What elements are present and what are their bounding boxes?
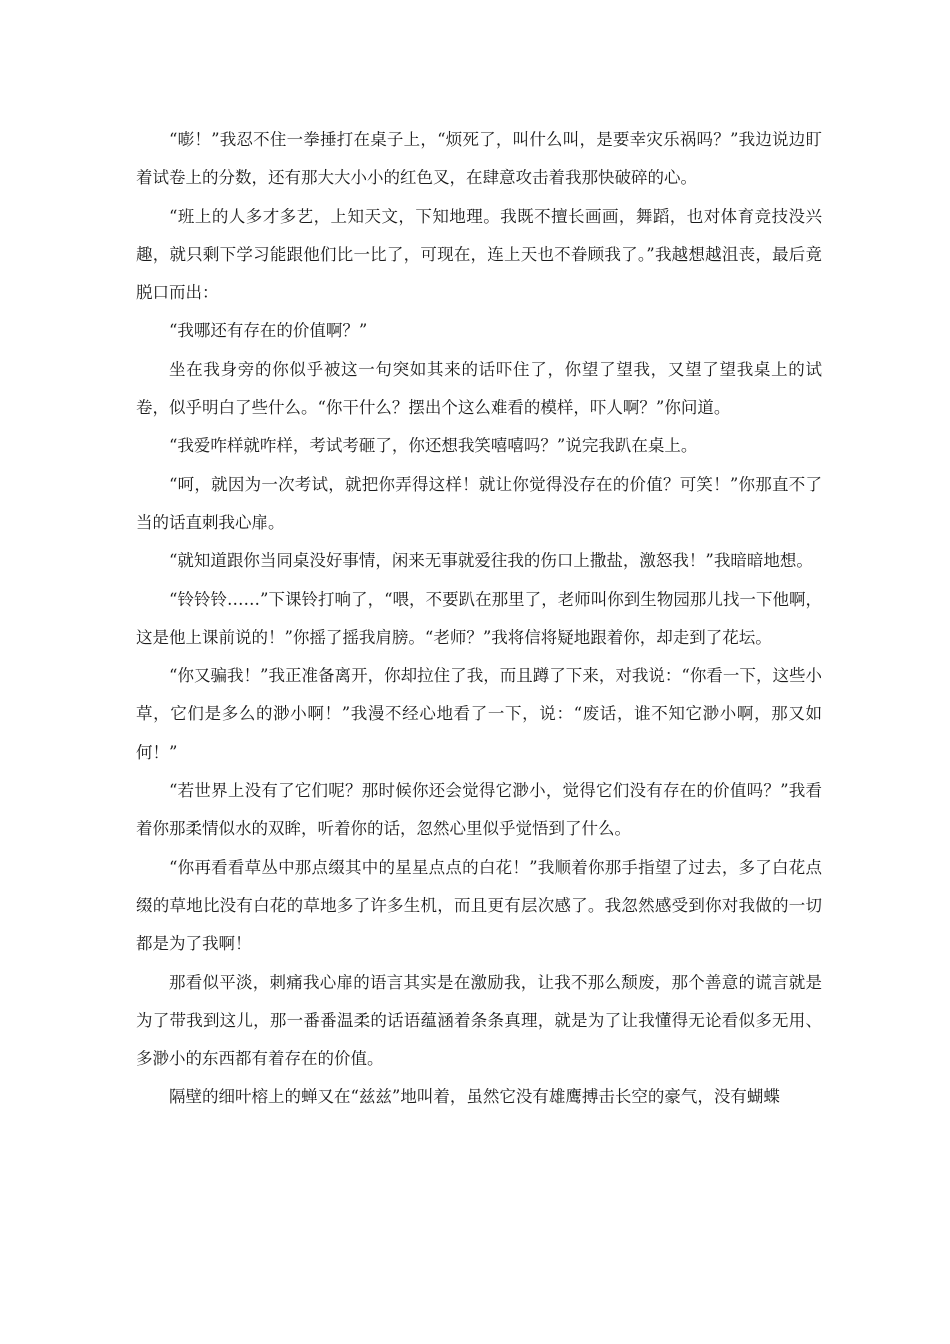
paragraph-13: 隔壁的细叶榕上的蝉又在“兹兹”地叫着，虽然它没有雄鹰搏击长空的豪气，没有蝴蝶	[169, 1087, 780, 1107]
paragraph-9: “你又骗我！”我正准备离开，你却拉住了我，而且蹲了下来，对我说：“你看一下，这些小草，它们是多么的渺小啊！”我漫不经心地看了一下，说：“废话，谁不知它渺小啊，那又如何！”	[136, 666, 822, 762]
paragraph-1: “嘭！”我忍不住一拳捶打在桌子上，“烦死了，叫什么叫，是要幸灾乐祸吗？”我边说边盯着试卷上的分数，还有那大大小小的红色叉，在肆意攻击着我那快破碎的心。	[136, 130, 822, 188]
paragraph-12: 那看似平淡，刺痛我心扉的语言其实是在激励我，让我不那么颓废，那个善意的谎言就是为了带我到这儿，那一番番温柔的话语蕴涵着条条真理，就是为了让我懂得无论看似多无用、多渺小的东西都有着存在的价值。	[136, 972, 822, 1069]
paragraph-11: “你再看看草丛中那点缀其中的星星点点的白花！”我顺着你那手指望了过去，多了白花点缀的草地比没有白花的草地多了许多生机，而且更有层次感了。我忽然感受到你对我做的一切都是为了我啊！	[136, 857, 822, 954]
paragraph-3: “我哪还有存在的价值啊？”	[169, 321, 368, 341]
paragraph-2: “班上的人多才多艺，上知天文，下知地理。我既不擅长画画，舞蹈，也对体育竞技没兴趣，就只剩下学习能跟他们比一比了，可现在，连上天也不眷顾我了。”我越想越沮丧，最后竟脱口而出：	[136, 206, 822, 303]
paragraph-10: “若世界上没有了它们呢？那时候你还会觉得它渺小，觉得它们没有存在的价值吗？”我看着你那柔情似水的双眸，听着你的话，忽然心里似乎觉悟到了什么。	[136, 781, 822, 839]
paragraph-6: “呵，就因为一次考试，就把你弄得这样！就让你觉得没存在的价值？可笑！”你那直不了当的话直刺我心扉。	[136, 474, 822, 532]
paragraph-4: 坐在我身旁的你似乎被这一句突如其来的话吓住了，你望了望我，又望了望我桌上的试卷，似乎明白了些什么。“你干什么？摆出个这么难看的模样，吓人啊？”你问道。	[136, 359, 822, 418]
paragraph-8: “铃铃铃……”下课铃打响了，“喂，不要趴在那里了，老师叫你到生物园那儿找一下他啊，这是他上课前说的！”你摇了摇我肩膀。“老师？”我将信将疑地跟着你，却走到了花坛。	[136, 589, 822, 647]
document-page	[136, 121, 822, 1117]
paragraph-7: “就知道跟你当同桌没好事情，闲来无事就爱往我的伤口上撒盐，激怒我！”我暗暗地想。	[169, 551, 813, 571]
paragraph-5: “我爱咋样就咋样，考试考砸了，你还想我笑嘻嘻吗？”说完我趴在桌上。	[169, 436, 698, 456]
